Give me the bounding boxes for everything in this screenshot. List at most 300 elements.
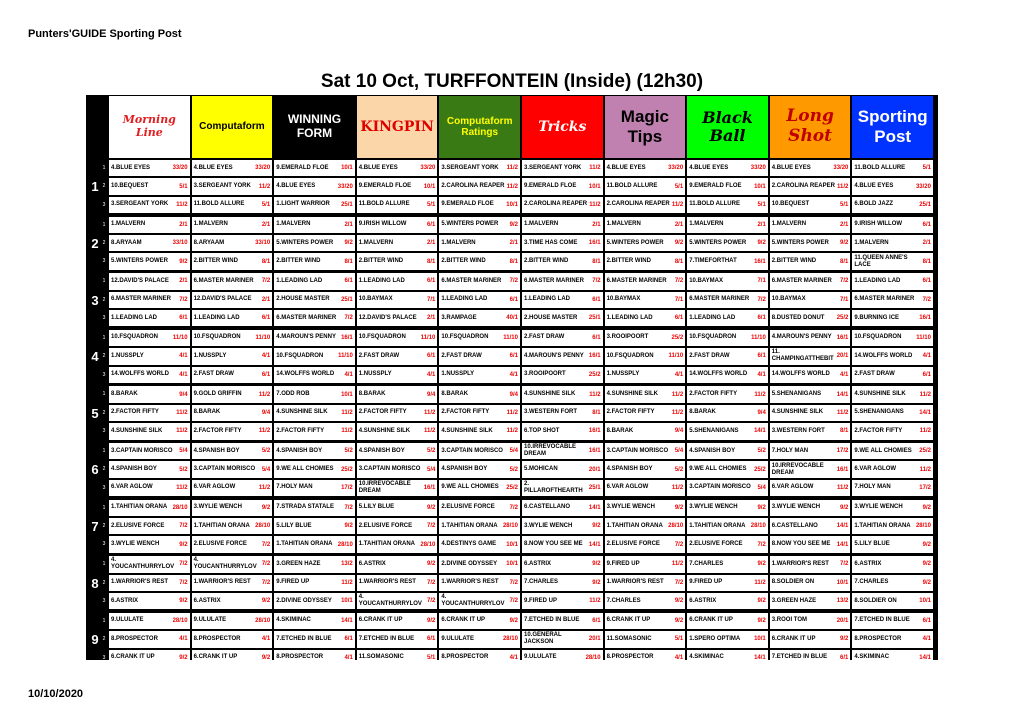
horse-name: 1.MALVERN — [771, 221, 807, 228]
tip-cell — [770, 518, 851, 534]
odds: 2/1 — [179, 221, 188, 228]
tip-cell — [357, 273, 438, 289]
tip-cell — [687, 461, 768, 477]
odds: 9/2 — [427, 504, 436, 511]
tip-cell — [605, 292, 686, 308]
odds: 14/1 — [919, 409, 931, 416]
odds: 4/1 — [840, 371, 849, 378]
tip-cell — [605, 178, 686, 194]
odds: 16/1 — [754, 258, 766, 265]
tip-cell — [439, 217, 520, 233]
tip-cell — [522, 631, 603, 647]
horse-name: 1.NUSSPLY — [441, 371, 475, 378]
odds: 8/1 — [261, 258, 271, 265]
odds: 9/2 — [922, 504, 931, 511]
tip-cell — [605, 273, 686, 289]
odds: 9/2 — [261, 504, 271, 511]
tip-cell — [357, 253, 438, 269]
tip-cell — [357, 480, 438, 496]
horse-name: 1.NUSSPLY — [358, 371, 392, 378]
odds: 7/2 — [427, 523, 436, 530]
tip-cell — [192, 367, 273, 383]
tip-cell — [357, 593, 438, 609]
odds: 6/1 — [509, 296, 518, 303]
horse-name: 2.FACTOR FIFTY — [854, 427, 903, 434]
odds: 11/2 — [671, 409, 684, 416]
tip-cell — [852, 310, 933, 326]
tip-cell — [439, 405, 520, 421]
tip-cell — [274, 536, 355, 552]
horse-name: 8.SOLDIER ON — [854, 597, 897, 604]
tip-cell — [192, 178, 273, 194]
horse-name: 10.FSQUADRON — [193, 334, 241, 341]
column-header-7: Magic Tips — [605, 96, 686, 158]
tip-cell — [522, 330, 603, 346]
horse-name: 6.MASTER MARINER — [111, 296, 172, 303]
horse-name: 3.SERGEANT YORK — [111, 201, 169, 208]
odds: 7/2 — [922, 296, 931, 303]
row-rank: 3 — [102, 598, 106, 604]
odds: 17/2 — [919, 484, 931, 491]
odds: 28/10 — [502, 636, 518, 643]
odds: 7/2 — [509, 579, 518, 586]
odds: 10/1 — [754, 636, 766, 643]
horse-name: 8.NOW YOU SEE ME — [771, 541, 831, 548]
odds: 2/1 — [427, 240, 436, 247]
horse-name: 2.ELUSIVE FORCE — [606, 541, 660, 548]
tip-cell — [357, 386, 438, 402]
horse-name: 11.BOLD ALLURE — [689, 201, 740, 208]
odds: 4/1 — [179, 353, 188, 360]
odds: 7/2 — [427, 579, 436, 586]
tip-cell — [770, 480, 851, 496]
odds: 11/10 — [668, 353, 684, 360]
odds: 6/1 — [427, 353, 436, 360]
horse-name: 4.BLUE EYES — [193, 164, 233, 171]
horse-name: 3.CAPTAIN MORISCO — [441, 447, 503, 454]
tip-cell — [109, 443, 190, 459]
odds: 9/4 — [757, 409, 766, 416]
horse-name: 4.SUNSHINE SILK — [606, 391, 658, 398]
tip-cell — [357, 405, 438, 421]
row-rank: 3 — [102, 428, 106, 435]
horse-name: 8.DUSTED DONUT — [771, 314, 825, 321]
column-header-5: Computaform Ratings — [439, 96, 520, 158]
odds: 28/10 — [750, 523, 766, 530]
tip-cell — [852, 405, 933, 421]
race-number-6: 6 — [91, 462, 99, 478]
odds: 9/2 — [922, 561, 931, 568]
odds: 11/10 — [420, 334, 436, 341]
horse-name: 10.FSQUADRON — [606, 352, 654, 359]
odds: 10/1 — [836, 579, 849, 586]
odds: 28/10 — [502, 523, 518, 530]
horse-name: 10.IRREVOCABLE DREAM — [524, 444, 577, 458]
odds: 6/1 — [757, 315, 766, 322]
horse-name: 2.FAST DRAW — [524, 334, 565, 341]
row-rank: 1 — [102, 221, 106, 228]
odds: 11/10 — [916, 334, 931, 341]
horse-name: 4.BLUE EYES — [276, 183, 316, 190]
odds: 5/2 — [509, 466, 518, 473]
odds: 6/1 — [427, 278, 436, 285]
tip-cell — [439, 593, 520, 609]
row-rank: 2 — [102, 296, 106, 303]
tip-cell — [439, 273, 520, 289]
odds: 11/2 — [341, 579, 353, 586]
horse-name: 9.WE ALL CHOMIES — [276, 466, 334, 473]
odds: 4/1 — [509, 654, 518, 661]
tip-cell — [852, 273, 933, 289]
odds: 9/2 — [179, 654, 188, 661]
tip-cell — [274, 613, 355, 629]
horse-name: 2.FACTOR FIFTY — [358, 409, 407, 416]
horse-name: 12.DAVID'S PALACE — [358, 314, 417, 321]
horse-name: 4.SPANISH BOY — [606, 466, 653, 473]
tip-cell — [439, 348, 520, 364]
tip-cell — [357, 500, 438, 516]
horse-name: 9.EMERALD FLOE — [689, 183, 742, 190]
tip-cell — [770, 330, 851, 346]
odds: 11/2 — [837, 484, 849, 491]
tip-cell — [687, 650, 768, 666]
odds: 9/2 — [261, 598, 271, 605]
horse-name: 3.RAMPAGE — [441, 314, 477, 321]
tip-cell — [439, 160, 520, 176]
odds: 2/1 — [427, 315, 436, 322]
odds: 6/1 — [344, 278, 353, 285]
horse-name: 4.SPANISH BOY — [111, 466, 157, 473]
race-number-5: 5 — [91, 405, 99, 421]
tip-cell — [274, 217, 355, 233]
horse-name: 10.BAYMAX — [606, 296, 641, 303]
tip-cell — [605, 443, 686, 459]
tip-cell — [605, 253, 686, 269]
horse-name: 6.TOP SHOT — [524, 427, 560, 434]
horse-name: 3.TIME HAS COME — [524, 239, 578, 246]
horse-name: 6.ASTRIX — [358, 560, 386, 567]
row-rank: 2 — [102, 353, 106, 360]
tip-cell — [605, 348, 686, 364]
tip-cell — [605, 310, 686, 326]
horse-name: 5.LILY BLUE — [854, 541, 890, 548]
horse-name: 1.TAHITIAN ORANA — [854, 522, 911, 529]
horse-name: 4.SPANISH BOY — [441, 466, 488, 473]
odds: 8/1 — [509, 258, 518, 265]
tip-cell — [439, 367, 520, 383]
horse-name: 11.SOMASONIC — [358, 654, 404, 661]
odds: 5/2 — [344, 448, 353, 455]
odds: 16/1 — [588, 428, 601, 435]
odds: 11/10 — [751, 334, 766, 341]
row-rank: 1 — [102, 448, 106, 454]
horse-name: 2.HOUSE MASTER — [524, 314, 578, 321]
horse-name: 1.TAHITIAN ORANA — [111, 504, 168, 511]
tip-cell — [522, 536, 603, 552]
tip-cell — [109, 273, 190, 289]
odds: 28/10 — [255, 523, 271, 530]
horse-name: 2.BITTER WIND — [524, 258, 569, 265]
tip-cell — [687, 348, 768, 364]
tip-cell — [192, 631, 273, 647]
odds: 14/1 — [588, 541, 601, 548]
horse-name: 5.LILY BLUE — [276, 522, 312, 529]
tip-cell — [109, 178, 190, 194]
horse-name: 6.MASTER MARINER — [276, 314, 337, 321]
horse-name: 4.SUNSHINE SILK — [276, 409, 328, 416]
tip-cell — [605, 461, 686, 477]
horse-name: 9.WE ALL CHOMIES — [854, 447, 912, 454]
tip-cell — [770, 367, 851, 383]
race-number-1: 1 — [91, 179, 99, 195]
horse-name: 1.WARRIOR'S REST — [193, 579, 251, 586]
horse-name: 1.LEADING LAD — [441, 296, 488, 303]
horse-name: 7.TIMEFORTHAT — [689, 258, 737, 265]
horse-name: 1.MALVERN — [193, 221, 228, 228]
horse-name: 2.BITTER WIND — [193, 258, 238, 265]
tip-cell — [357, 518, 438, 534]
horse-name: 4.MAROUN'S PENNY — [771, 334, 832, 341]
odds: 14/1 — [341, 617, 353, 624]
odds: 7/2 — [179, 523, 188, 530]
tip-cell — [687, 536, 768, 552]
tip-cell — [605, 631, 686, 647]
tip-cell — [605, 217, 686, 233]
odds: 9/4 — [427, 391, 436, 398]
odds: 11/2 — [341, 409, 353, 416]
odds: 14/1 — [754, 654, 766, 661]
horse-name: 1.WARRIOR'S REST — [606, 579, 664, 586]
tip-cell — [357, 330, 438, 346]
odds: 10/1 — [341, 391, 353, 398]
tip-cell — [357, 575, 438, 591]
tip-cell — [357, 235, 438, 251]
horse-name: 6.MASTER MARINER — [689, 296, 750, 303]
tip-cell — [109, 367, 190, 383]
tip-cell — [605, 197, 686, 213]
horse-name: 10.FSQUADRON — [358, 334, 406, 341]
odds: 11/2 — [919, 391, 931, 398]
tip-cell — [687, 310, 768, 326]
odds: 11/2 — [506, 183, 518, 190]
odds: 13/2 — [836, 598, 849, 605]
horse-name: 9.ULULATE — [524, 654, 557, 661]
odds: 28/10 — [172, 504, 188, 511]
horse-name: 3.WYLIE WENCH — [854, 504, 903, 511]
tip-cell — [605, 518, 686, 534]
tip-cell — [439, 556, 520, 572]
horse-name: 8.PROSPECTOR — [606, 654, 654, 661]
horse-name: 10.FSQUADRON — [689, 334, 737, 341]
odds: 6/1 — [840, 654, 849, 661]
odds: 16/1 — [836, 334, 849, 341]
horse-name: 1.MALVERN — [606, 221, 641, 228]
horse-name: 14.WOLFFS WORLD — [771, 371, 830, 378]
odds: 5/2 — [261, 448, 271, 455]
odds: 5/4 — [509, 448, 518, 455]
odds: 7/2 — [757, 541, 766, 548]
tip-cell — [852, 536, 933, 552]
horse-name: 8.PROSPECTOR — [441, 654, 489, 661]
horse-name: 3.SERGEANT YORK — [193, 183, 251, 190]
tip-cell — [274, 575, 355, 591]
horse-name: 9.IRISH WILLOW — [358, 221, 407, 228]
odds: 14/1 — [836, 541, 849, 548]
odds: 11/2 — [258, 183, 271, 190]
row-rank: 3 — [102, 315, 106, 321]
odds: 16/1 — [836, 466, 849, 473]
odds: 7/2 — [261, 541, 271, 548]
odds: 14/1 — [754, 428, 766, 435]
odds: 16/1 — [919, 315, 931, 322]
odds: 14/1 — [919, 654, 931, 661]
horse-name: 6.ASTRIX — [689, 597, 717, 604]
tip-cell — [770, 443, 851, 459]
horse-name: 14.WOLFFS WORLD — [854, 352, 913, 359]
horse-name: 9.FIRED UP — [524, 597, 558, 604]
tip-cell — [192, 443, 273, 459]
odds: 5/2 — [674, 466, 684, 473]
odds: 7/2 — [840, 278, 849, 285]
horse-name: 7.HOLY MAN — [276, 484, 313, 491]
tip-cell — [439, 631, 520, 647]
tip-cell — [687, 253, 768, 269]
race-number-2: 2 — [91, 236, 99, 251]
horse-name: 7.ETCHED IN BLUE — [771, 654, 828, 661]
tip-cell — [192, 593, 273, 609]
tip-cell — [274, 480, 355, 496]
odds: 17/2 — [341, 484, 353, 491]
horse-name: 7.HOLY MAN — [854, 484, 891, 491]
odds: 9/4 — [674, 428, 684, 435]
odds: 7/2 — [261, 561, 271, 568]
odds: 5/1 — [922, 165, 931, 172]
tip-cell — [109, 292, 190, 308]
tip-cell — [439, 310, 520, 326]
horse-name: 10.BEQUEST — [771, 201, 810, 208]
horse-name: 10.BEQUEST — [111, 183, 149, 190]
horse-name: 5.SHENANIGANS — [689, 427, 739, 434]
odds: 25/2 — [588, 371, 601, 378]
row-rank: 3 — [102, 541, 106, 548]
odds: 5/1 — [674, 636, 684, 643]
horse-name: 2.FAST DRAW — [193, 371, 234, 378]
tip-cell — [687, 178, 768, 194]
horse-name: 9.WE ALL CHOMIES — [689, 466, 747, 473]
horse-name: 6.VAR AGLOW — [771, 484, 814, 491]
odds: 6/1 — [592, 617, 601, 624]
tip-cell — [439, 386, 520, 402]
tip-cell — [439, 443, 520, 459]
tip-cell — [109, 613, 190, 629]
tip-cell — [605, 536, 686, 552]
horse-name: 1.MALVERN — [854, 239, 889, 246]
horse-name: 1.LEADING LAD — [193, 314, 240, 321]
horse-name: 11. CHAMPINGATTHEBIT — [771, 349, 834, 363]
horse-name: 6.CRANK IT UP — [358, 617, 403, 624]
tip-cell — [770, 536, 851, 552]
horse-name: 2.ELUSIVE FORCE — [111, 522, 165, 529]
horse-name: 10.FSQUADRON — [276, 352, 324, 359]
odds: 6/1 — [592, 334, 601, 341]
horse-name: 8.BARAK — [193, 409, 221, 416]
tip-cell — [522, 292, 603, 308]
tip-cell — [852, 613, 933, 629]
horse-name: 6.MASTER MARINER — [524, 277, 585, 284]
horse-name: 3.CAPTAIN MORISCO — [689, 484, 751, 491]
tip-cell — [357, 650, 438, 666]
horse-name: 2.FAST DRAW — [854, 371, 895, 378]
horse-name: 3.WYLIE WENCH — [524, 522, 573, 529]
tip-cell — [852, 461, 933, 477]
horse-name: 12.DAVID'S PALACE — [193, 296, 252, 303]
odds: 5/1 — [179, 183, 188, 190]
tip-cell — [439, 330, 520, 346]
tip-cell — [605, 330, 686, 346]
odds: 6/1 — [427, 636, 436, 643]
horse-name: 4.MAROUN'S PENNY — [524, 352, 584, 359]
odds: 33/20 — [833, 165, 849, 172]
odds: 11/2 — [258, 391, 271, 398]
horse-name: 2.FACTOR FIFTY — [193, 427, 242, 434]
horse-name: 11.BOLD ALLURE — [193, 201, 245, 208]
odds: 10/1 — [506, 201, 518, 208]
odds: 33/20 — [420, 165, 436, 172]
tip-cell — [687, 197, 768, 213]
odds: 6/1 — [592, 296, 601, 303]
horse-name: 3.ROOI TOM — [771, 617, 808, 624]
tip-cell — [852, 443, 933, 459]
tip-cell — [274, 650, 355, 666]
row-rank: 1 — [102, 561, 106, 568]
tip-cell — [109, 518, 190, 534]
tip-cell — [274, 631, 355, 647]
horse-name: 10.BAYMAX — [358, 296, 393, 303]
tip-cell — [687, 330, 768, 346]
tip-cell — [192, 235, 273, 251]
tip-cell — [687, 405, 768, 421]
horse-name: 6.CRANK IT UP — [111, 654, 155, 661]
odds: 33/20 — [337, 183, 353, 190]
tip-cell — [109, 631, 190, 647]
odds: 11/2 — [176, 409, 188, 416]
odds: 5/1 — [674, 183, 684, 190]
odds: 9/2 — [674, 617, 684, 624]
horse-name: 4.SUNSHINE SILK — [441, 427, 493, 434]
tip-cell — [522, 556, 603, 572]
tip-cell — [522, 235, 603, 251]
odds: 33/20 — [668, 165, 684, 172]
tip-cell — [109, 386, 190, 402]
tip-cell — [687, 593, 768, 609]
odds: 8/1 — [674, 258, 684, 265]
tip-cell — [852, 197, 933, 213]
tip-cell — [357, 348, 438, 364]
odds: 33/20 — [915, 183, 931, 190]
odds: 4/1 — [922, 353, 931, 360]
tip-cell — [522, 613, 603, 629]
odds: 9/4 — [261, 409, 271, 416]
tip-cell — [109, 217, 190, 233]
tip-cell — [522, 575, 603, 591]
tip-cell — [687, 160, 768, 176]
horse-name: 6.VAR AGLOW — [193, 484, 236, 491]
tip-cell — [109, 310, 190, 326]
horse-name: 3.CAPTAIN MORISCO — [606, 447, 669, 454]
odds: 7/2 — [674, 541, 684, 548]
tip-cell — [770, 405, 851, 421]
odds: 5/2 — [179, 466, 188, 473]
